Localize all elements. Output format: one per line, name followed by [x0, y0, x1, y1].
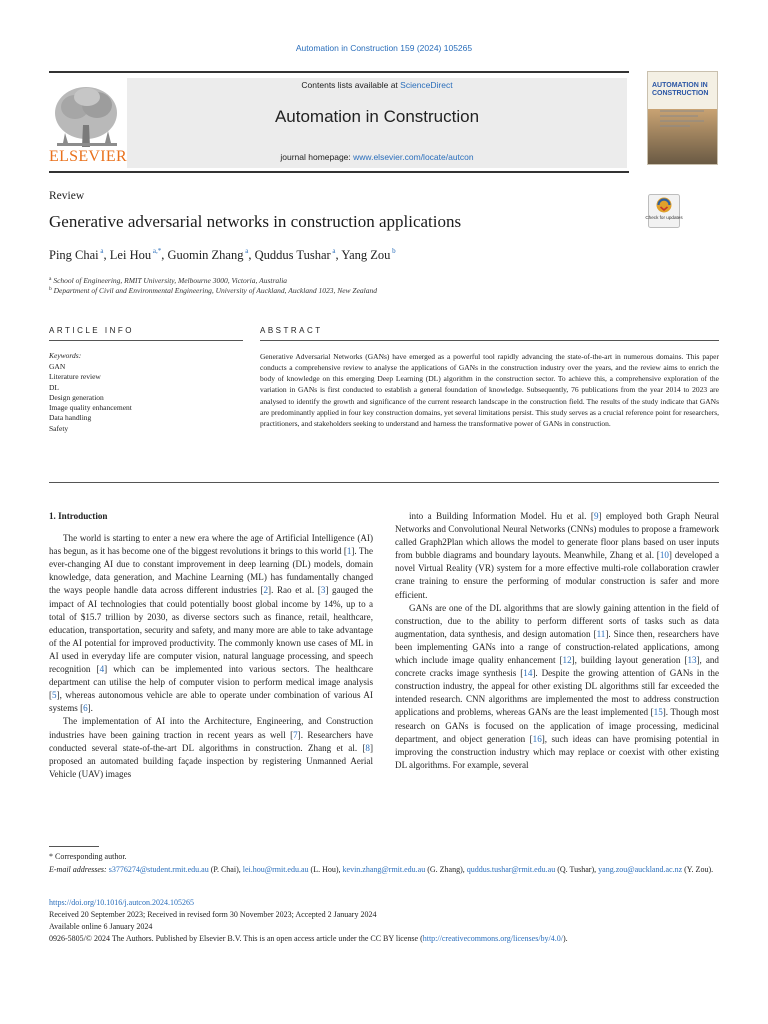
keywords-label: Keywords: — [49, 351, 82, 360]
keyword-item: Design generation — [49, 392, 104, 402]
affiliation-text: Department of Civil and Environmental Engineering, University of Auckland, Auckland 1023, New Zealand — [53, 286, 377, 295]
body-paragraph — [395, 602, 719, 772]
paragraph-text: into a Building Information Model. Hu et al. [ — [409, 511, 594, 521]
author-name[interactable]: Yang Zou — [341, 248, 391, 262]
paragraph-text: ]. Since then, researchers have been implementing GANs into a range of construction-related applications, among which include image quality enhancement [ — [395, 628, 719, 666]
section-heading: 1. Introduction — [49, 511, 108, 521]
email-link[interactable]: kevin.zhang@rmit.edu.au — [342, 865, 426, 874]
author-affiliation-mark[interactable]: b — [390, 247, 396, 255]
author-separator: , — [103, 248, 110, 262]
citation-link[interactable]: 5 — [52, 690, 57, 701]
email-link[interactable]: lei.hou@rmit.edu.au — [242, 865, 309, 874]
author-name[interactable]: Quddus Tushar — [254, 248, 331, 262]
body-paragraph — [49, 715, 373, 780]
citation-link[interactable]: 3 — [320, 585, 326, 596]
email-owner: (Q. Tushar), — [555, 865, 599, 874]
article-title: Generative adversarial networks in construction applications — [49, 212, 462, 231]
paragraph-text: ], and concrete cracks image synthesis [ — [395, 655, 719, 679]
cover-title: AUTOMATION IN CONSTRUCTION — [652, 82, 709, 97]
affiliation-b — [49, 286, 377, 295]
contents-line — [127, 80, 627, 90]
citation-link[interactable]: 12 — [562, 655, 572, 666]
email-link[interactable]: yang.zou@auckland.ac.nz — [598, 865, 683, 874]
author-name[interactable]: Lei Hou — [109, 248, 152, 262]
author-affiliation-mark[interactable]: a — [243, 247, 249, 255]
keyword-item: GAN — [49, 362, 66, 371]
keyword-item: Literature review — [49, 372, 101, 382]
header-bottom-rule — [49, 171, 629, 173]
copyright-suffix: ). — [563, 934, 568, 943]
cover-text-lines — [660, 108, 704, 128]
homepage-line — [127, 152, 627, 162]
paragraph-text: ]. Though most research on GANs is focused on the application of image processing, medicinal department, and object generation [ — [395, 707, 719, 744]
author-name[interactable]: Guomin Zhang — [167, 248, 244, 262]
affiliation-a — [49, 276, 287, 285]
citation-link[interactable]: 8 — [365, 742, 370, 753]
email-owner: (G. Zhang), — [425, 865, 467, 874]
paragraph-text: ] employed both Graph Neural Networks and Convolutional Neural Networks (CNNs) modules to propose a framework called Graph2Plan which allows the model to generate floor plans based on user inputs from bubble diagrams and boundary layouts. Meanwhile, Zhang et al. [ — [395, 511, 719, 561]
corresponding-author-note: * Corresponding author. — [49, 852, 127, 861]
paragraph-text: The world is starting to enter a new era where the age of Artificial Intelligence (AI) has begun, as it has become one of the biggest revolutions it brings to this world [ — [49, 533, 373, 557]
sciencedirect-link[interactable]: ScienceDirect — [400, 80, 453, 90]
journal-homepage-link[interactable]: www.elsevier.com/locate/autcon — [353, 152, 474, 162]
check-for-updates-badge[interactable] — [645, 194, 683, 228]
email-owner: (P. Chai), — [208, 865, 243, 874]
citation-link[interactable]: 11 — [596, 628, 606, 639]
author-affiliation-mark[interactable]: a — [98, 247, 104, 255]
paragraph-text: ] which can be implemented into various sectors. The healthcare department can utilise the help of computer vision to perform medical image analysis [ — [49, 664, 373, 701]
body-column-right — [395, 510, 719, 772]
paragraph-text: ]. Researchers have conducted several state-of-the-art DL algorithms in construction. Zhang et al. [ — [49, 729, 373, 753]
keyword-item: Safety — [49, 423, 69, 433]
citation-link[interactable]: 9 — [593, 511, 599, 521]
abstract-rule — [260, 340, 719, 341]
citation-link[interactable]: 1 — [346, 546, 352, 557]
paragraph-text: ] developed a novel Virtual Reality (VR) system for a more effective multi-role collaboration crawler crane training to ensure the performing of modular construction is safer and more efficient. — [395, 550, 719, 600]
paragraph-text: ] proposed an automated building façade inspection by registering Unmanned Aerial Vehicle (UAV) images — [49, 742, 373, 779]
paragraph-text: ] gauged the impact of AI technologies that could potentially boost global income by 14%, up to a total of $15.7 trillion by 2030, as diverse sectors such as finance, retail, healthcare, education, transportation, security and safety, and many more are able to take advantage of the AI potential for improved productivity. The commonly known use cases of ML in AI used in everyday life are computer vision, natural language processing, and speech recognition [ — [49, 585, 373, 675]
footnote-rule — [49, 846, 99, 847]
journal-citation-link[interactable]: Automation in Construction 159 (2024) 105265 — [295, 43, 473, 53]
journal-cover-image[interactable] — [647, 71, 718, 165]
copyright-line — [49, 934, 729, 943]
email-addresses — [49, 864, 719, 877]
article-history: Received 20 September 2023; Received in revised form 30 November 2023; Accepted 2 January 2024 — [49, 910, 377, 919]
author-list — [49, 247, 669, 263]
keyword-item: Image quality enhancement — [49, 403, 132, 413]
citation-link[interactable]: 14 — [523, 668, 533, 679]
email-owner: (L. Hou), — [308, 865, 343, 874]
citation-link[interactable]: 6 — [83, 703, 88, 714]
citation-link[interactable]: 15 — [653, 707, 663, 718]
email-link[interactable]: s3776274@student.rmit.edu.au — [108, 865, 209, 874]
citation-link[interactable]: 13 — [687, 655, 697, 666]
doi-link[interactable]: https://doi.org/10.1016/j.autcon.2024.105265 — [49, 898, 194, 907]
paragraph-text: The implementation of AI into the Architecture, Engineering, and Construction industries have been gaining traction in recent years as well [ — [49, 716, 373, 740]
elsevier-wordmark: ELSEVIER — [49, 148, 127, 165]
abstract-heading: ABSTRACT — [260, 326, 323, 335]
homepage-prefix: journal homepage: — [280, 152, 354, 162]
email-label: E-mail addresses: — [49, 865, 109, 874]
right-paragraphs — [395, 510, 719, 772]
body-column-left — [49, 510, 373, 781]
body-paragraph — [395, 510, 719, 602]
citation-link[interactable]: 7 — [293, 729, 298, 740]
keywords-list — [49, 362, 239, 434]
article-info-heading: ARTICLE INFO — [49, 326, 134, 335]
paragraph-text: ], building layout generation [ — [571, 655, 688, 666]
affiliation-mark: b — [49, 286, 52, 292]
paragraph-text: GANs are one of the DL algorithms that are slowly gaining attention in the field of construction, due to the ability to perform different sorts of tasks such as data augmentation, data synthesis, and design automation [ — [395, 602, 719, 639]
keyword-item: Data handling — [49, 413, 92, 423]
citation-link[interactable]: 2 — [263, 585, 269, 596]
contents-prefix: Contents lists available at — [301, 80, 401, 90]
author-affiliation-mark[interactable]: a,* — [151, 247, 162, 255]
copyright-text: 0926-5805/© 2024 The Authors. Published by Elsevier B.V. This is an open access article under the CC BY license ( — [49, 934, 423, 943]
check-badge-label: Check for updates — [645, 215, 683, 220]
left-paragraphs — [49, 532, 373, 781]
available-online: Available online 6 January 2024 — [49, 922, 153, 931]
citation-link[interactable]: 10 — [659, 550, 669, 561]
keyword-item: DL — [49, 382, 59, 392]
author-affiliation-mark[interactable]: a — [330, 247, 336, 255]
paragraph-text: ], whereas autonomous vehicle are able to operate under combination of various AI systems [ — [49, 690, 373, 714]
email-link[interactable]: quddus.tushar@rmit.edu.au — [466, 865, 556, 874]
journal-title: Automation in Construction — [274, 107, 480, 126]
abstract-bottom-rule — [49, 482, 719, 483]
author-separator: , — [335, 248, 342, 262]
body-paragraph — [49, 532, 373, 715]
citation-link[interactable]: 16 — [532, 733, 542, 744]
abstract-text: Generative Adversarial Networks (GANs) have emerged as a powerful tool rapidly advancing the state-of-the-art in numerous domains. This paper conducts a comprehensive review to analyse the applications of GANs in the construction industry over the years, and the review aims to enrich the body of knowledge on this emerging Deep Learning (DL) algorithm in the construction sector. To achieve this, a comprehensive exploration of the variation in GANs is first conducted to establish a general foundation of knowledge. Subsequently, 76 publications from the year 2014 to 2023 are analysed to identify the growth and significance of the current research landscape in the construction field. The results of the study indicate that GANs are predominantly applied in four key construction domains, yet several limitations persist. This study serves as a crucial reference point for researchers, practitioners, and stakeholders seeking to understand and harness the transformative power of GANs in construction. — [260, 352, 719, 428]
author-separator: , — [161, 248, 168, 262]
author-separator: , — [248, 248, 255, 262]
paragraph-text: ]. The ever-changing AI due to constant improvement in deep learning (DL) models, domain knowledge, data generation, and Machine Learning (ML) has fundamentally changed the ways people handle data across different industries [ — [49, 546, 373, 596]
author-name[interactable]: Ping Chai — [49, 248, 99, 262]
article-info-rule — [49, 340, 243, 341]
paragraph-text: ]. Despite the growing attention of GANs in the construction industry, the appeal for other existing DL algorithms still far exceeded the intended research. CNN algorithms are implemented the most to address construction applications and problems, whereas GANs are the least implemented [ — [395, 668, 719, 718]
paragraph-text: ]. — [87, 703, 93, 714]
license-link[interactable]: http://creativecommons.org/licenses/by/4.0/ — [422, 934, 564, 943]
paragraph-text: ], such ideas can have promising potential in improving the construction industry which may replace or coexist with other existing DL algorithms. For example, several — [395, 733, 719, 770]
paragraph-text: ]. Rao et al. [ — [268, 585, 321, 596]
email-owner: (Y. Zou). — [682, 865, 714, 874]
affiliation-text: School of Engineering, RMIT University, Melbourne 3000, Victoria, Australia — [53, 276, 288, 285]
header-top-rule — [49, 71, 629, 73]
article-type: Review — [49, 190, 85, 202]
affiliation-mark: a — [49, 276, 52, 282]
citation-link[interactable]: 4 — [99, 664, 105, 675]
